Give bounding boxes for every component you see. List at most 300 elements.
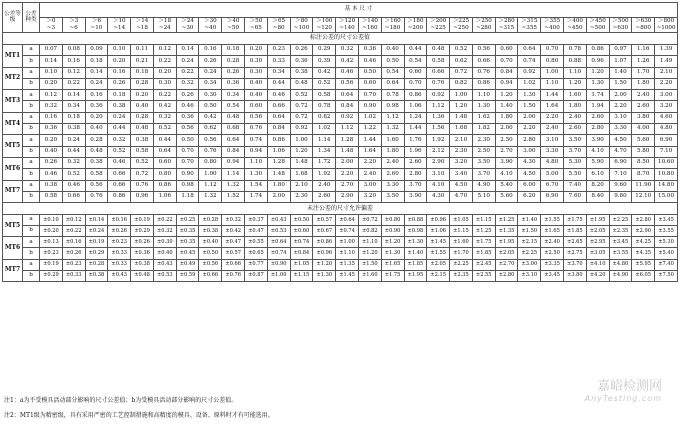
value-cell: 2.90 [427, 157, 450, 168]
value-cell: 0.78 [381, 90, 404, 101]
value-cell: 1.02 [358, 112, 381, 123]
value-cell: 2.10 [290, 180, 313, 191]
value-cell: 1.60 [563, 90, 586, 101]
value-cell: 0.32 [108, 135, 131, 146]
table-row [3, 78, 678, 89]
value-cell: 0.52 [108, 146, 131, 157]
size-range-lower: ＞18 [158, 18, 172, 24]
value-cell: 0.50 [381, 56, 404, 67]
value-cell: ±7.40 [655, 259, 678, 270]
value-cell: ±1.40 [404, 248, 427, 259]
value-cell: ±0.37 [245, 215, 268, 226]
value-cell: 3.20 [358, 191, 381, 202]
grade-cell: MT3 [3, 90, 23, 113]
value-cell: 0.48 [427, 44, 450, 55]
value-cell: 0.98 [381, 101, 404, 112]
size-range-lower: ＞200 [430, 18, 447, 24]
value-cell: ±1.30 [404, 237, 427, 248]
value-cell: 0.18 [131, 67, 154, 78]
grade-cell: MT7 [3, 180, 23, 203]
value-cell: 1.54 [245, 180, 268, 191]
value-cell: ±0.26 [131, 237, 154, 248]
type-cell: a [23, 112, 40, 123]
value-cell: 1.39 [655, 44, 678, 55]
value-cell: ±2.55 [472, 270, 495, 281]
value-cell: ±1.05 [450, 215, 473, 226]
value-cell: ±1.55 [541, 215, 564, 226]
size-range-lower: ＞450 [589, 18, 606, 24]
size-range-upper: ~280 [476, 24, 492, 31]
value-cell: ±1.85 [563, 226, 586, 237]
value-cell: ±0.96 [313, 248, 336, 259]
value-cell: ±0.25 [176, 215, 199, 226]
size-range-lower: ＞630 [635, 18, 652, 24]
type-cell: a [23, 259, 40, 270]
value-cell: 0.46 [62, 180, 85, 191]
value-cell: 7.10 [609, 169, 632, 180]
value-cell: ±0.87 [245, 270, 268, 281]
value-cell: 0.86 [472, 78, 495, 89]
value-cell: 1.76 [404, 135, 427, 146]
value-cell: 0.24 [62, 135, 85, 146]
value-cell: 3.50 [563, 135, 586, 146]
value-cell: ±3.00 [518, 259, 541, 270]
value-cell: 0.20 [153, 67, 176, 78]
type-cell: b [23, 169, 40, 180]
value-cell: 2.00 [518, 112, 541, 123]
value-cell: ±3.45 [609, 237, 632, 248]
type-cell: a [23, 215, 40, 226]
size-range-lower: ＞80 [295, 18, 308, 24]
value-cell: 3.10 [609, 112, 632, 123]
value-cell: 0.20 [40, 78, 63, 89]
value-cell: 0.62 [450, 56, 473, 67]
value-cell: 1.49 [655, 56, 678, 67]
value-cell: 3.00 [655, 90, 678, 101]
size-range-lower: ＞14 [135, 18, 149, 24]
value-cell: ±3.10 [518, 270, 541, 281]
value-cell: 2.80 [404, 169, 427, 180]
size-range-lower: ＞24 [181, 18, 194, 24]
size-range-upper: ~200 [407, 24, 424, 31]
value-cell: ±1.35 [495, 226, 518, 237]
type-cell: b [23, 248, 40, 259]
value-cell: 0.40 [245, 90, 268, 101]
value-cell: ±1.30 [381, 248, 404, 259]
value-cell: 0.86 [586, 44, 609, 55]
value-cell: 9.80 [609, 191, 632, 202]
size-range-upper: ~250 [453, 24, 469, 31]
basic-size-header: 基 本 尺 寸 [40, 3, 678, 18]
value-cell: 0.18 [62, 112, 85, 123]
value-cell: ±1.95 [586, 215, 609, 226]
value-cell: 4.60 [655, 112, 678, 123]
grade-header: 公差等级 [3, 3, 23, 33]
size-range-upper: ~800 [635, 24, 651, 31]
value-cell: 0.26 [222, 67, 245, 78]
value-cell: ±0.90 [267, 259, 290, 270]
size-range-upper: ~40 [204, 24, 217, 31]
value-cell: ±1.60 [358, 270, 381, 281]
value-cell: 7.10 [655, 146, 678, 157]
table-row [3, 90, 678, 101]
value-cell: 0.92 [427, 90, 450, 101]
value-cell: ±0.43 [267, 215, 290, 226]
value-cell: 2.00 [495, 124, 518, 135]
value-cell: ±0.56 [199, 259, 222, 270]
value-cell: 4.30 [518, 157, 541, 168]
value-cell: ±0.14 [85, 215, 108, 226]
value-cell: 2.70 [336, 180, 359, 191]
value-cell: 0.26 [40, 157, 63, 168]
value-cell: ±1.06 [427, 226, 450, 237]
value-cell: 0.10 [40, 67, 63, 78]
grade-cell: MT2 [3, 67, 23, 90]
type-cell: b [23, 101, 40, 112]
value-cell: 0.16 [40, 112, 63, 123]
table-row [3, 259, 678, 270]
value-cell: ±1.75 [381, 270, 404, 281]
value-cell: 0.28 [222, 56, 245, 67]
value-cell: ±5.30 [655, 237, 678, 248]
value-cell: ±2.15 [518, 237, 541, 248]
value-cell: 0.54 [404, 56, 427, 67]
size-range-upper: ~100 [293, 24, 310, 31]
value-cell: ±0.38 [85, 270, 108, 281]
value-cell: 6.70 [541, 180, 564, 191]
size-range-lower: ＞10 [112, 18, 126, 24]
value-cell: 1.00 [199, 169, 222, 180]
value-cell: 1.18 [176, 191, 199, 202]
value-cell: 0.38 [85, 157, 108, 168]
size-range-header [541, 18, 564, 33]
value-cell: 1.60 [381, 135, 404, 146]
size-range-lower: ＞6 [91, 18, 102, 24]
value-cell: 3.80 [632, 112, 655, 123]
value-cell: 0.66 [108, 169, 131, 180]
size-range-upper: ~30 [181, 24, 194, 31]
value-cell: 4.50 [518, 169, 541, 180]
value-cell: ±0.60 [290, 226, 313, 237]
value-cell: 1.70 [632, 67, 655, 78]
value-cell: ±0.65 [245, 248, 268, 259]
size-range-lower: ＞160 [384, 18, 401, 24]
value-cell: 3.00 [518, 146, 541, 157]
value-cell: 0.22 [153, 56, 176, 67]
size-range-upper: ~180 [384, 24, 401, 31]
size-range-header [153, 18, 176, 33]
value-cell: ±1.15 [290, 270, 313, 281]
value-cell: 0.34 [62, 101, 85, 112]
size-range-lower: ＞500 [612, 18, 629, 24]
value-cell: 3.50 [381, 191, 404, 202]
value-cell: 1.10 [563, 67, 586, 78]
type-cell: a [23, 180, 40, 191]
value-cell: 1.92 [313, 169, 336, 180]
value-cell: ±2.80 [495, 270, 518, 281]
value-cell: 4.10 [427, 180, 450, 191]
value-cell: 0.58 [85, 169, 108, 180]
value-cell: ±2.70 [495, 259, 518, 270]
value-cell: 6.90 [609, 157, 632, 168]
value-cell: 3.70 [404, 180, 427, 191]
value-cell: 0.56 [176, 124, 199, 135]
value-cell: 0.52 [153, 124, 176, 135]
table-row [3, 56, 678, 67]
value-cell: 1.34 [313, 146, 336, 157]
value-cell: ±0.38 [131, 259, 154, 270]
value-cell: 1.74 [586, 90, 609, 101]
value-cell: 5.40 [495, 180, 518, 191]
value-cell: ±4.90 [609, 270, 632, 281]
value-cell: ±1.45 [336, 270, 359, 281]
value-cell: ±2.50 [541, 248, 564, 259]
value-cell: 7.40 [563, 180, 586, 191]
value-cell: ±0.90 [381, 226, 404, 237]
size-range-upper: ~500 [589, 24, 606, 31]
value-cell: 0.92 [290, 124, 313, 135]
value-cell: 1.80 [563, 101, 586, 112]
value-cell: ±0.33 [108, 259, 131, 270]
value-cell: ±0.23 [108, 237, 131, 248]
value-cell: 4.80 [541, 157, 564, 168]
size-range-upper: ~400 [544, 24, 560, 31]
size-range-header [85, 18, 108, 33]
grade-cell: MT6 [3, 237, 23, 259]
value-cell: 0.58 [131, 146, 154, 157]
size-range-header [267, 18, 290, 33]
value-cell: ±0.48 [131, 270, 154, 281]
value-cell: 1.07 [609, 56, 632, 67]
value-cell: 14.80 [655, 180, 678, 191]
value-cell: 0.33 [267, 56, 290, 67]
table-row [3, 215, 678, 226]
value-cell: 2.20 [358, 157, 381, 168]
value-cell: ±0.29 [85, 248, 108, 259]
value-cell: 2.10 [655, 67, 678, 78]
value-cell: 2.40 [381, 157, 404, 168]
value-cell: 3.90 [495, 157, 518, 168]
value-cell: 0.14 [62, 90, 85, 101]
value-cell: 0.16 [108, 67, 131, 78]
value-cell: 1.44 [404, 124, 427, 135]
value-cell: 0.76 [199, 146, 222, 157]
value-cell: 1.00 [541, 67, 564, 78]
value-cell: ±0.80 [381, 215, 404, 226]
size-range-lower: ＞3 [69, 18, 79, 24]
value-cell: ±0.30 [153, 237, 176, 248]
header-row-1 [3, 3, 678, 18]
value-cell: 1.68 [290, 169, 313, 180]
value-cell: 0.42 [313, 67, 336, 78]
value-cell: ±0.19 [40, 259, 63, 270]
value-cell: 0.46 [108, 157, 131, 168]
value-cell: 0.26 [108, 78, 131, 89]
watermark-site: AnyTesting.com [584, 394, 662, 403]
value-cell: ±0.74 [267, 248, 290, 259]
value-cell: 1.92 [427, 135, 450, 146]
value-cell: 1.24 [404, 112, 427, 123]
value-cell: ±2.05 [586, 226, 609, 237]
value-cell: 1.50 [609, 78, 632, 89]
value-cell: 6.00 [518, 180, 541, 191]
value-cell: 0.44 [404, 44, 427, 55]
value-cell: ±0.53 [153, 270, 176, 281]
size-range-upper: ~18 [136, 24, 148, 31]
value-cell: 0.16 [199, 44, 222, 55]
value-cell: ±0.32 [222, 215, 245, 226]
value-cell: 0.32 [176, 78, 199, 89]
grade-cell: MT5 [3, 215, 23, 237]
value-cell: ±3.35 [541, 259, 564, 270]
value-cell: 0.40 [40, 146, 63, 157]
value-cell: 0.80 [153, 169, 176, 180]
size-range-upper: ~315 [498, 24, 515, 31]
size-range-header [313, 18, 336, 33]
value-cell: 0.84 [222, 146, 245, 157]
value-cell: 0.24 [176, 56, 199, 67]
value-cell: 0.64 [518, 44, 541, 55]
value-cell: 1.94 [586, 101, 609, 112]
size-range-header [563, 18, 586, 33]
value-cell: 1.36 [427, 112, 450, 123]
grade-cell: MT7 [3, 259, 23, 281]
value-cell: 1.80 [632, 78, 655, 89]
value-cell: 0.96 [586, 56, 609, 67]
value-cell: ±4.80 [609, 259, 632, 270]
value-cell: ±0.66 [222, 259, 245, 270]
value-cell: ±1.00 [267, 270, 290, 281]
size-range-header [495, 18, 518, 33]
value-cell: 1.28 [336, 135, 359, 146]
value-cell: ±1.60 [450, 237, 473, 248]
value-cell: 1.52 [222, 191, 245, 202]
value-cell: 2.40 [541, 124, 564, 135]
value-cell: 0.48 [85, 146, 108, 157]
value-cell: 0.92 [518, 67, 541, 78]
value-cell: 2.70 [495, 146, 518, 157]
value-cell: 1.12 [381, 112, 404, 123]
value-cell: 0.66 [472, 56, 495, 67]
value-cell: 0.72 [450, 67, 473, 78]
value-cell: 1.28 [267, 157, 290, 168]
value-cell: 0.72 [290, 101, 313, 112]
value-cell: 0.20 [131, 90, 154, 101]
value-cell: ±0.28 [85, 259, 108, 270]
value-cell: 0.20 [40, 135, 63, 146]
value-cell: 0.50 [199, 101, 222, 112]
type-cell: b [23, 78, 40, 89]
size-range-lower: ＞400 [566, 18, 583, 24]
value-cell: ±0.35 [176, 226, 199, 237]
value-cell: 1.56 [427, 124, 450, 135]
value-cell: 15.00 [655, 191, 678, 202]
size-range-header [381, 18, 404, 33]
type-header: 公差种类 [23, 3, 40, 33]
value-cell: 0.96 [131, 191, 154, 202]
value-cell: 1.80 [495, 112, 518, 123]
value-cell: 0.62 [199, 124, 222, 135]
size-range-header [358, 18, 381, 33]
size-range-upper: ~225 [430, 24, 446, 31]
size-range-lower: ＞180 [407, 18, 424, 24]
value-cell: 1.80 [381, 146, 404, 157]
watermark-brand: 嘉峪检测网 [596, 379, 662, 394]
value-cell: ±0.35 [176, 237, 199, 248]
value-cell: 6.90 [655, 135, 678, 146]
value-cell: 0.10 [108, 44, 131, 55]
value-cell: 1.44 [358, 135, 381, 146]
value-cell: 0.94 [245, 146, 268, 157]
value-cell: 1.68 [450, 124, 473, 135]
value-cell: 1.32 [381, 124, 404, 135]
value-cell: ±2.80 [632, 215, 655, 226]
value-cell: ±2.35 [450, 270, 473, 281]
value-cell: 0.46 [267, 90, 290, 101]
size-range-upper: ~6 [69, 24, 78, 31]
size-range-header [131, 18, 154, 33]
value-cell: 0.70 [358, 90, 381, 101]
value-cell: ±0.72 [358, 215, 381, 226]
value-cell: 0.26 [290, 44, 313, 55]
value-cell: ±0.57 [222, 248, 245, 259]
value-cell: 0.54 [222, 101, 245, 112]
value-cell: ±1.65 [381, 259, 404, 270]
value-cell: 0.18 [85, 56, 108, 67]
value-cell: 0.36 [176, 112, 199, 123]
value-cell: 0.84 [495, 67, 518, 78]
value-cell: 3.20 [655, 101, 678, 112]
size-range-lower: ＞800 [657, 18, 675, 24]
value-cell: 0.18 [222, 44, 245, 55]
value-cell: 8.20 [586, 180, 609, 191]
value-cell: 0.74 [518, 56, 541, 67]
value-cell: ±2.45 [472, 259, 495, 270]
value-cell: 0.20 [85, 112, 108, 123]
watermark-logo [585, 375, 662, 403]
value-cell: ±0.66 [199, 270, 222, 281]
value-cell: 0.52 [290, 90, 313, 101]
value-cell: 0.48 [222, 112, 245, 123]
size-range-lower: ＞100 [316, 18, 333, 24]
type-cell: a [23, 90, 40, 101]
size-range-lower: ＞225 [452, 18, 470, 24]
value-cell: ±0.45 [176, 248, 199, 259]
value-cell: ±3.55 [655, 226, 678, 237]
value-cell: 8.50 [632, 157, 655, 168]
value-cell: 1.06 [267, 146, 290, 157]
value-cell: 0.46 [336, 67, 359, 78]
value-cell: ±2.05 [495, 248, 518, 259]
value-cell: 2.50 [472, 146, 495, 157]
value-cell: 0.60 [245, 101, 268, 112]
size-range-lower: ＞250 [475, 18, 492, 24]
value-cell: ±1.75 [563, 215, 586, 226]
size-range-upper: ~120 [316, 24, 332, 31]
value-cell: ±3.55 [609, 248, 632, 259]
value-cell: ±0.59 [176, 270, 199, 281]
value-cell: ±0.55 [245, 237, 268, 248]
table-row [3, 124, 678, 135]
value-cell: ±0.49 [176, 259, 199, 270]
value-cell: 0.29 [313, 44, 336, 55]
value-cell: 0.92 [336, 112, 359, 123]
value-cell: 0.64 [153, 146, 176, 157]
value-cell: 4.70 [450, 191, 473, 202]
value-cell: 0.48 [290, 78, 313, 89]
size-range-header [655, 18, 678, 33]
value-cell: ±0.88 [404, 215, 427, 226]
